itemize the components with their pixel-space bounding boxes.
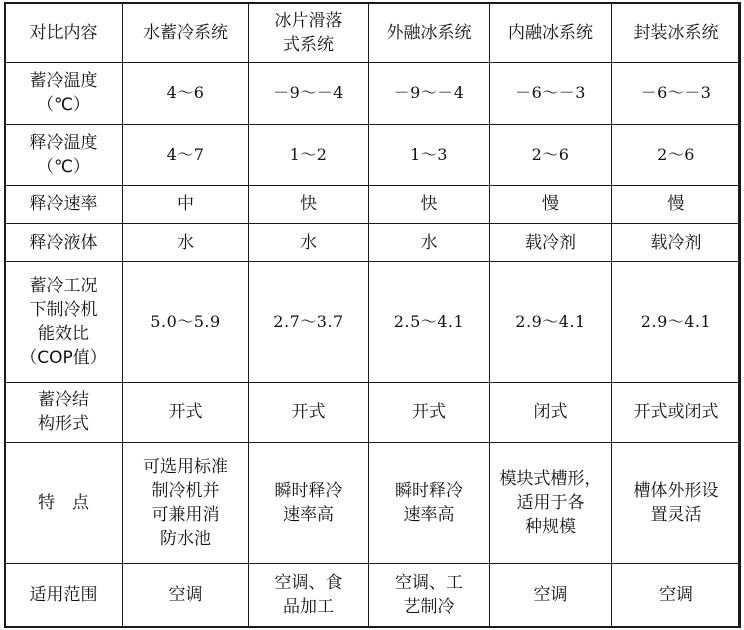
table-cell: 4～7: [123, 124, 249, 185]
row-label: 蓄冷温度 （℃）: [5, 63, 123, 124]
table-cell: 开式: [249, 382, 369, 442]
header-cell-water-storage: 水蓄冷系统: [123, 3, 249, 63]
header-cell-encapsulated: 封装冰系统: [612, 3, 741, 63]
table-cell: 慢: [612, 185, 741, 223]
table-cell: 载冷剂: [612, 224, 741, 262]
table-cell: 开式: [369, 382, 490, 442]
row-label: 特 点: [5, 443, 123, 564]
table-cell: 4～6: [123, 63, 249, 124]
header-cell-label: 对比内容: [5, 3, 123, 63]
table-cell: －9～－4: [369, 63, 490, 124]
table-cell: 空调: [490, 563, 612, 627]
row-label: 释冷温度 （℃）: [5, 124, 123, 185]
table-cell: 模块式槽形， 适用于各 种规模: [490, 443, 612, 564]
table-cell: 2～6: [612, 124, 741, 185]
table-cell: 2～6: [490, 124, 612, 185]
row-label: 释冷液体: [5, 224, 123, 262]
table-row-application: [5, 563, 741, 627]
table-cell: 中: [123, 185, 249, 223]
header-cell-external-melt: 外融冰系统: [369, 3, 490, 63]
table-cell: 2.7～3.7: [249, 262, 369, 383]
table-cell: 2.5～4.1: [369, 262, 490, 383]
table-cell: －6～－3: [490, 63, 612, 124]
table-row-cop: [5, 262, 741, 383]
table-cell: 快: [369, 185, 490, 223]
row-label: 适用范围: [5, 563, 123, 627]
table-row-structure: [5, 382, 741, 442]
table-cell: 槽体外形设 置灵活: [612, 443, 741, 564]
table-cell: 空调、食 品加工: [249, 563, 369, 627]
table-cell: 水: [369, 224, 490, 262]
table-cell: 2.9～4.1: [490, 262, 612, 383]
table-cell: 快: [249, 185, 369, 223]
table-cell: 水: [123, 224, 249, 262]
table-row-release-temp: [5, 124, 741, 185]
table-cell: 1～3: [369, 124, 490, 185]
table-cell: 可选用标准 制冷机并 可兼用消 防水池: [123, 443, 249, 564]
table-row-features: [5, 443, 741, 564]
table-cell: 1～2: [249, 124, 369, 185]
row-label: 蓄冷工况 下制冷机 能效比 （COP值）: [5, 262, 123, 383]
table-cell: 空调: [123, 563, 249, 627]
table-cell: 水: [249, 224, 369, 262]
table-cell: 开式: [123, 382, 249, 442]
table-cell: －6～－3: [612, 63, 741, 124]
table-cell: 5.0～5.9: [123, 262, 249, 383]
table-row-storage-temp: [5, 63, 741, 124]
header-cell-internal-melt: 内融冰系统: [490, 3, 612, 63]
table-header-row: [5, 3, 741, 63]
table-cell: 慢: [490, 185, 612, 223]
row-label: 蓄冷结 构形式: [5, 382, 123, 442]
table-cell: 瞬时释冷 速率高: [369, 443, 490, 564]
table-cell: 空调、工 艺制冷: [369, 563, 490, 627]
table-cell: 闭式: [490, 382, 612, 442]
table-cell: 瞬时释冷 速率高: [249, 443, 369, 564]
table-cell: －9～－4: [249, 63, 369, 124]
row-label: 释冷速率: [5, 185, 123, 223]
table-cell: 2.9～4.1: [612, 262, 741, 383]
table-row-release-fluid: [5, 224, 741, 262]
table-cell: 空调: [612, 563, 741, 627]
comparison-table-container: [4, 2, 740, 628]
table-cell: 开式或闭式: [612, 382, 741, 442]
table-row-release-rate: [5, 185, 741, 223]
table-cell: 载冷剂: [490, 224, 612, 262]
cold-storage-comparison-table: [4, 2, 741, 628]
header-cell-ice-slurry: 冰片滑落 式系统: [249, 3, 369, 63]
